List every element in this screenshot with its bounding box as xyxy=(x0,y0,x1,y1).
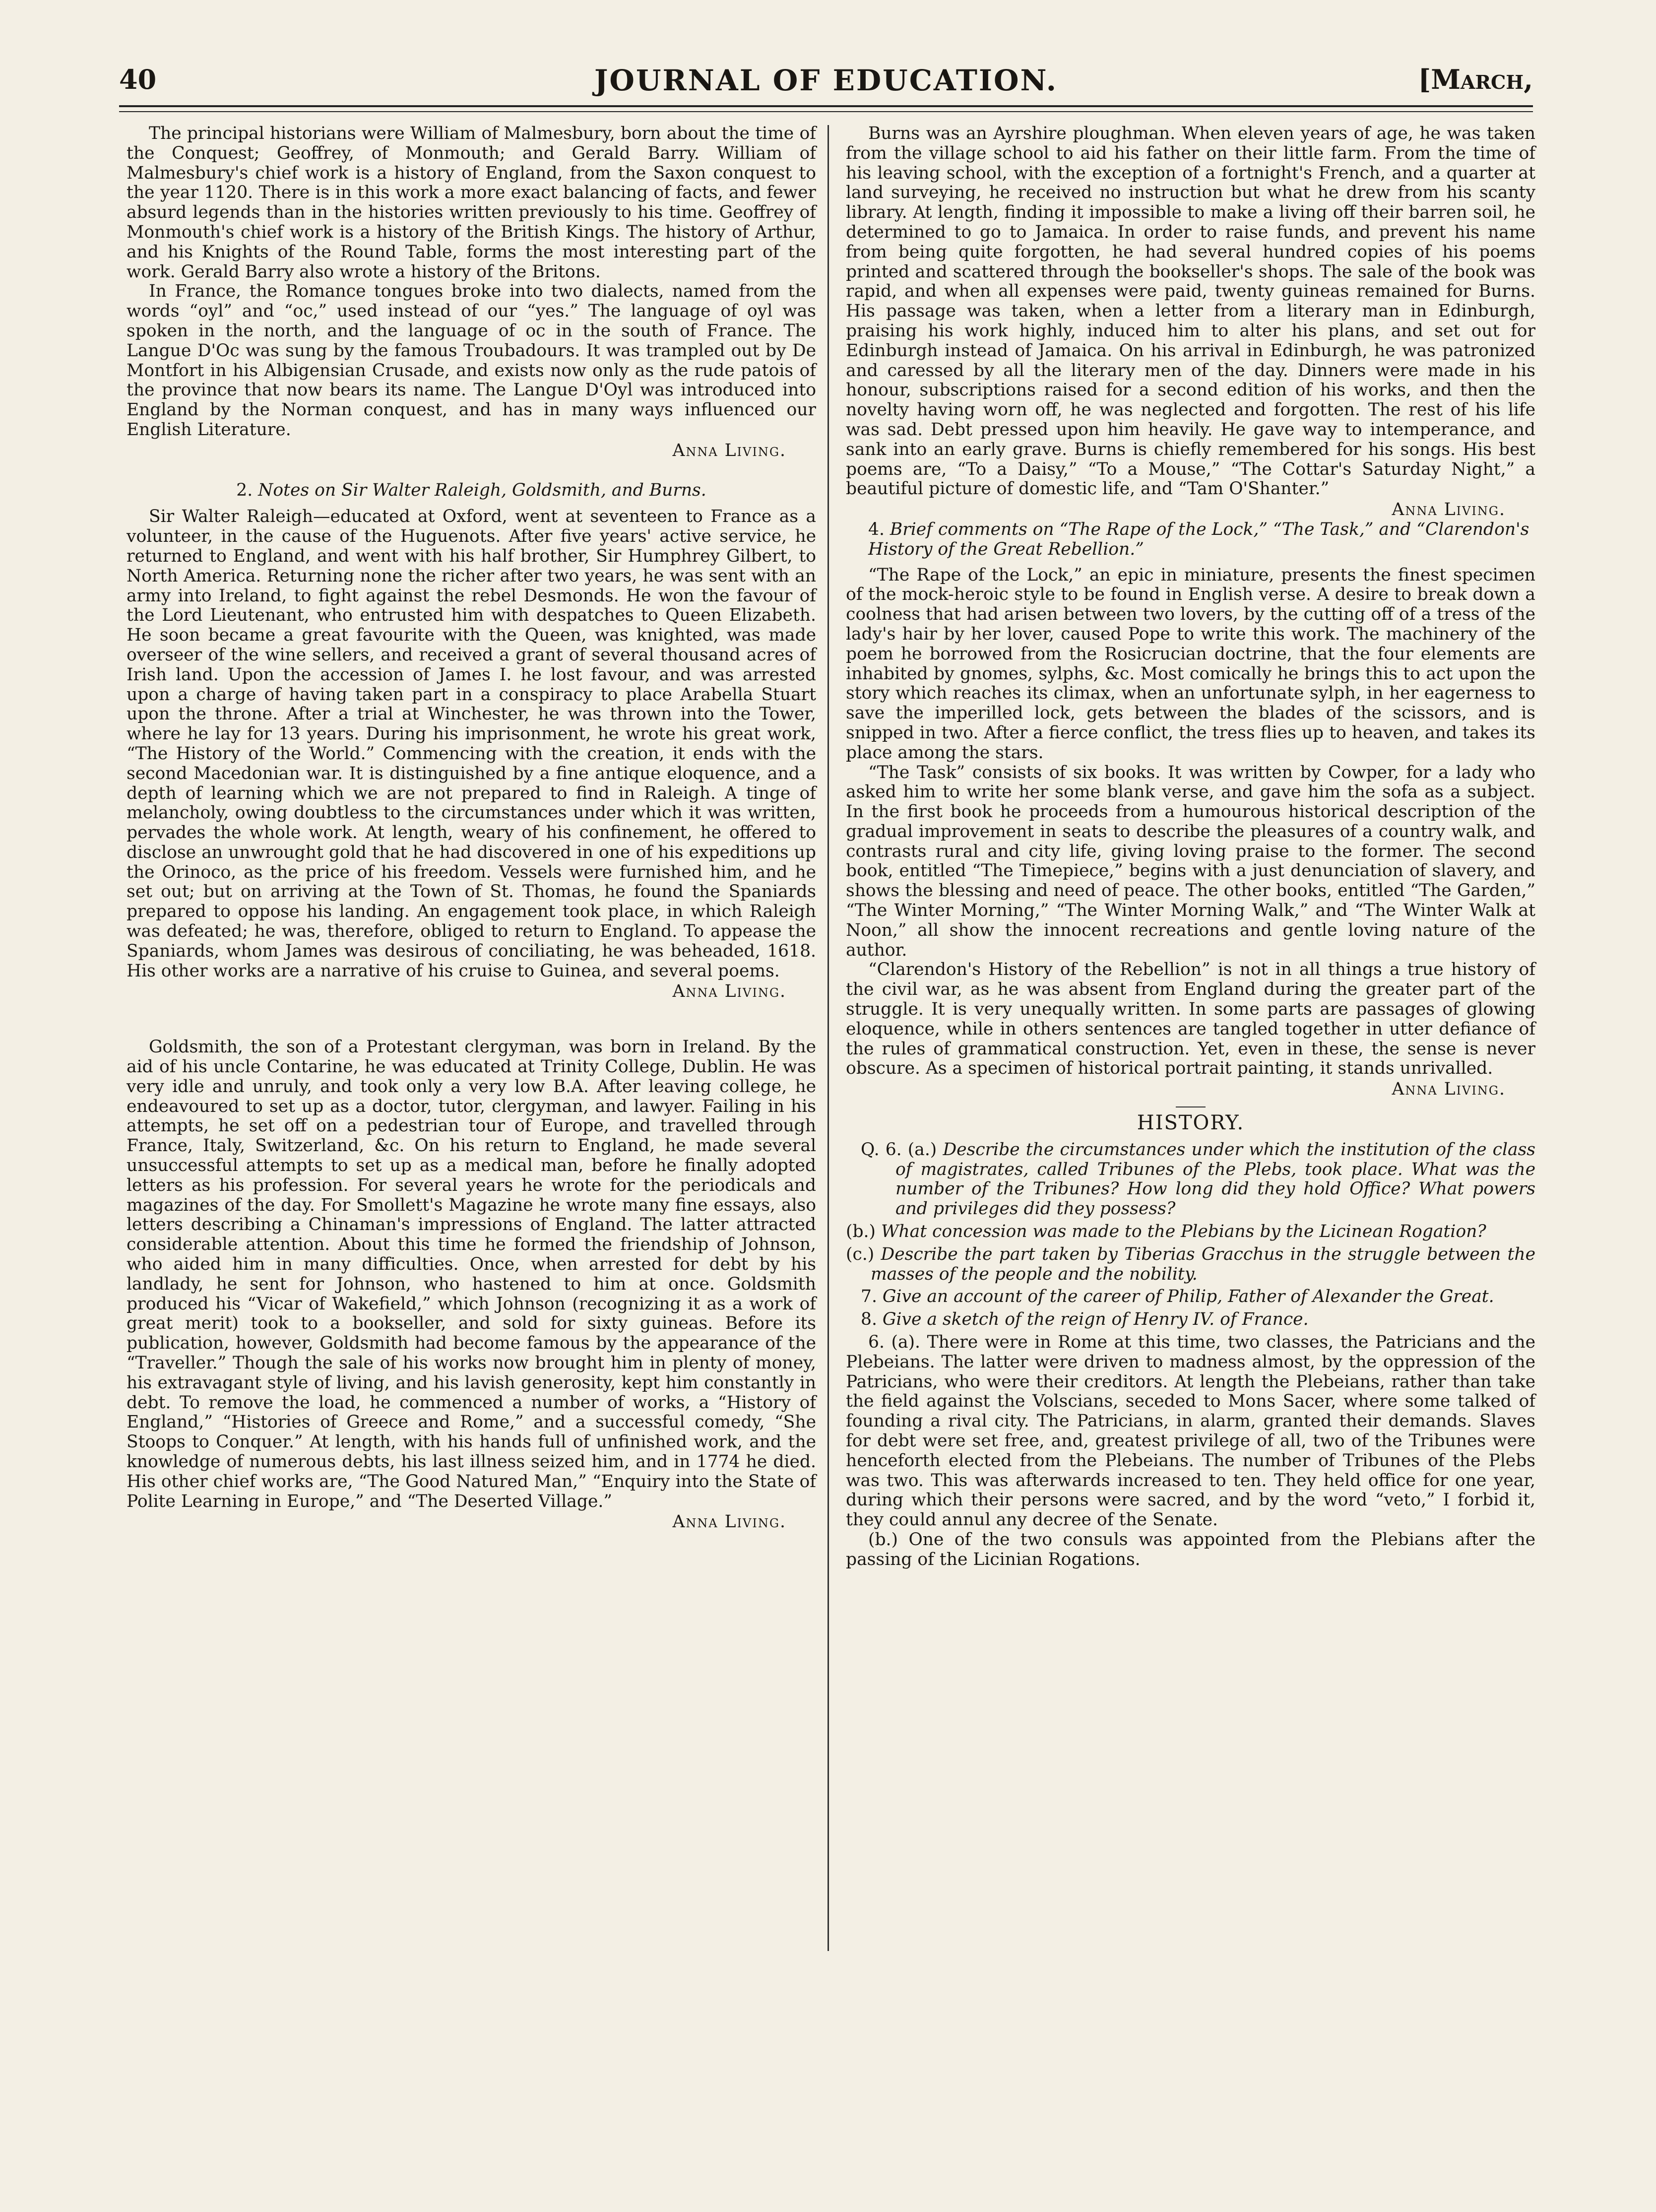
the-task-paragraph: “The Task” consists of six books. It was written by Cowper, for a lady who asked him to write her some blank verse, and gave him the sofa as a subject. In the first book he proceeds from a humourous historical description of the gradual improvement in seats to describe the pleasures of a country walk, and contrasts rural and city life, giving loving praise to the former. The second book, entitled “The Timepiece,” begins with a just denunciation of slavery, and shows the blessing and need of peace. The other books, entitled “The Garden,” “The Winter Morning,” “The Winter Morning Walk,” and “The Winter Walk at Noon,” all show the innocent recreations and gentle loving nature of the author. xyxy=(846,762,1535,960)
question-number: (b.) xyxy=(846,1222,876,1242)
section-2-title xyxy=(127,481,816,501)
signature: Anna Living. xyxy=(1392,500,1506,520)
left-column xyxy=(127,124,816,1532)
history-heading: HISTORY. xyxy=(846,1113,1535,1133)
signature: Anna Living. xyxy=(672,981,786,1002)
clarendon-paragraph: “Clarendon's History of the Rebellion” is not in all things a true history of the civil war, as he was absent from England during the greater part of the struggle. It is very unequally written. In some parts are passages of glowing eloquence, while in others sentences are tangled together in utter defiance of the rules of grammatical construction. Yet, even in these, the sense is never obscure. As a specimen of historical portrait painting, it stands unrivalled. xyxy=(846,960,1535,1079)
section-4-title xyxy=(846,520,1535,560)
spacer xyxy=(127,1022,816,1038)
header-rule-thin xyxy=(119,111,1533,112)
signature: Anna Living. xyxy=(1392,1079,1506,1100)
romance-tongues-paragraph: In France, the Romance tongues broke into two dialects, named from the words “oyl” and “oc,” used instead of our “yes.” The language of oyl was spoken in the north, and the language of oc in the south of France. The Langue D'Oc was sung by the famous Troubadours. It was trampled out by De Montfort in his Albigensian Crusade, and exists now only as the rude patois of the province that now bears its name. The Langue D'Oyl was introduced into England by the Norman conquest, and has in many ways influenced our English Literature. xyxy=(127,281,816,440)
question-6b xyxy=(846,1222,1535,1242)
question-6a xyxy=(846,1140,1535,1219)
section-title-text: Notes on Sir Walter Raleigh, Goldsmith, and Burns. xyxy=(258,480,706,500)
question-text: Describe the part taken by Tiberias Gracchus in the struggle between the masses of the people and the nobility. xyxy=(871,1244,1535,1284)
signature: Anna Living. xyxy=(672,440,786,460)
section-title-text: Brief comments on “The Rape of the Lock,” “The Task,” and “Clarendon's History of the Great Rebellion.” xyxy=(868,519,1529,559)
month-label: [March, xyxy=(1418,64,1533,95)
question-8 xyxy=(846,1310,1535,1330)
question-text: Give a sketch of the reign of Henry IV. of France. xyxy=(882,1309,1309,1330)
section-number: 2. xyxy=(236,480,253,500)
question-6c xyxy=(846,1245,1535,1285)
rape-of-lock-paragraph: “The Rape of the Lock,” an epic in miniature, presents the finest specimen of the mock-heroic style to be found in English verse. A desire to break down a coolness that had arisen between two lovers, by the cutting off of a tress of the lady's hair by her lover, caused Pope to write this work. The machinery of the poem he borrowed from the Rosicrucian doctrine, that the four elements are inhabited by gnomes, sylphs, &c. Most comically he brings this to act upon the story which reaches its climax, when an unfortunate sylph, in her eagerness to save the imperilled lock, gets between the blades of the scissors, and is snipped in two. After a fierce conflict, the tress flies up to heaven, and takes its place among the stars. xyxy=(846,565,1535,763)
burns-paragraph: Burns was an Ayrshire ploughman. When eleven years of age, he was taken from the village school to aid his father on their little farm. From the time of his leaving school, with the exception of a fortnight's French, and a quarter at land surveying, he received no instruction but what he drew from his scanty library. At length, finding it impossible to make a living off their barren soil, he determined to go to Jamaica. In order to raise funds, and prevent his name from being quite forgotten, he had several hundred copies of his poems printed and scattered through the bookseller's shops. The sale of the book was rapid, and when all expenses were paid, twenty guineas remained for Burns. His passage was taken, when a letter from a literary man in Edinburgh, praising his work highly, induced him to alter his plans, and set out for Edinburgh instead of Jamaica. On his arrival in Edinburgh, he was patronized and caressed by all the literary men of the day. Dinners were made in his honour, subscriptions raised for a second edition of his works, and then the novelty having worn off, he was neglected and forgotten. The rest of his life was sad. Debt pressed upon him heavily. He gave way to intemperance, and sank into an early grave. Burns is chiefly remembered for his songs. His best poems are, “To a Daisy,” “To a Mouse,” “The Cottar's Saturday Night,” a beautiful picture of domestic life, and “Tam O'Shanter.” xyxy=(846,124,1535,499)
page-number: 40 xyxy=(119,64,157,95)
signature: Anna Living. xyxy=(672,1512,786,1532)
historians-paragraph: The principal historians were William of Malmesbury, born about the time of the Conquest; Geoffrey, of Monmouth; and Gerald Barry. William of Malmesbury's chief work is a history of England, from the Saxon conquest to the year 1120. There is in this work a more exact balancing of facts, and fewer absurd legends than in the histories written previously to his time. Geoffrey of Monmouth's chief work is a history of the British Kings. The history of Arthur, and his Knights of the Round Table, forms the most interesting part of the work. Gerald Barry also wrote a history of the Britons. xyxy=(127,124,816,282)
header-rule-thick xyxy=(119,105,1533,107)
goldsmith-paragraph: Goldsmith, the son of a Protestant clergyman, was born in Ireland. By the aid of his uncle Contarine, he was educated at Trinity College, Dublin. He was very idle and unruly, and took only a very low B.A. After leaving college, he endeavoured to set up as a doctor, tutor, clergyman, and lawyer. Failing in his attempts, he set off on a pedestrian tour of Europe, and travelled through France, Italy, Switzerland, &c. On his return to England, he made several unsuccessful attempts to set up as a medical man, before he finally adopted letters as his profession. For several years he wrote for the periodicals and magazines of the day. For Smollett's Magazine he wrote many fine essays, also letters describing a Chinaman's impressions of England. The latter attracted considerable attention. About this time he formed the friendship of Johnson, who aided him in many difficulties. Once, when arrested for debt by his landlady, he sent for Johnson, who hastened to him at once. Goldsmith produced his “Vicar of Wakefield,” which Johnson (recognizing it as a work of great merit) took to a bookseller, and sold for sixty guineas. Before its publication, however, Goldsmith had become famous by the appearance of the “Traveller.” Though the sale of his works now brought him in plenty of money, his extravagant style of living, and his lavish generosity, kept him constantly in debt. To remove the load, he commenced a number of works, a “History of England,” “Histories of Greece and Rome,” and a successful comedy, “She Stoops to Conquer.” At length, with his hands full of unfinished work, and the knowledge of numerous debts, his last illness seized him, and in 1774 he died. His other chief works are, “The Good Natured Man,” “Enquiry into the State of Polite Learning in Europe,” and “The Deserted Village.” xyxy=(127,1037,816,1511)
question-text: Describe the circumstances under which the institution of the class of magistrates, called Tribunes of the Plebs, took place. What was the number of the Tribunes? How long did they hold Office? What powers and privileges did they possess? xyxy=(895,1139,1536,1219)
answer-6b-paragraph: (b.) One of the two consuls was appointed from the Plebians after the passing of the Licinian Rogations. xyxy=(846,1529,1535,1569)
running-head xyxy=(119,64,1533,103)
journal-title: JOURNAL OF EDUCATION. xyxy=(594,64,1058,97)
raleigh-paragraph: Sir Walter Raleigh—educated at Oxford, went at seventeen to France as a volunteer, in the cause of the Huguenots. After five years' active service, he returned to England, and went with his half brother, Sir Humphrey Gilbert, to North America. Returning none the richer after two years, he was sent with an army into Ireland, to fight against the rebel Desmonds. He won the favour of the Lord Lieutenant, who entrusted him with despatches to Queen Elizabeth. He soon became a great favourite with the Queen, was knighted, was made overseer of the wine sellers, and received a grant of several thousand acres of Irish land. Upon the accession of James I. he lost favour, and was arrested upon a charge of having taken part in a conspiracy to place Arabella Stuart upon the throne. After a trial at Winchester, he was thrown into the Tower, where he lay for 13 years. During his imprisonment, he wrote his great work, “The History of the World.” Commencing with the creation, it ends with the second Macedonian war. It is distinguished by a fine antique eloquence, and a depth of learning which we are not prepared to find in Raleigh. A tinge of melancholy, owing doubtless to the circumstances under which it was written, pervades the whole work. At length, weary of his confinement, he offered to disclose an unwrought gold that he had discovered in one of his expeditions up the Orinoco, as the price of his freedom. Vessels were furnished him, and he set out; but on arriving at the Town of St. Thomas, he found the Spaniards prepared to oppose his landing. An engagement took place, in which Raleigh was defeated; he was, therefore, obliged to return to England. To appease the Spaniards, whom James was desirous of conciliating, he was beheaded, 1618. His other works are a narrative of his cruise to Guinea, and several poems. xyxy=(127,507,816,981)
column-divider xyxy=(828,125,829,1951)
question-text: Give an account of the career of Philip, Father of Alexander the Great. xyxy=(882,1287,1494,1307)
question-number: (c.) xyxy=(846,1244,875,1264)
right-column xyxy=(846,124,1535,1570)
question-text: What concession was made to the Plebians by the Licinean Rogation? xyxy=(881,1222,1486,1242)
answer-6a-paragraph: 6. (a). There were in Rome at this time, two classes, the Patricians and the Plebeians. The latter were driven to madness almost, by the oppression of the Patricians, who were their creditors. At length the Plebeians, rather than take the field against the Volscians, seceded to Mons Sacer, where some talked of founding a rival city. The Patricians, in alarm, granted their demands. Slaves for debt were set free, and, greatest privilege of all, two of the Tribunes were henceforth elected from the Plebeians. The number of Tribunes of the Plebs was two. This was afterwards increased to ten. They held office for one year, during which their persons were sacred, and by the word “veto,” I forbid it, they could annul any decree of the Senate. xyxy=(846,1332,1535,1530)
question-7 xyxy=(846,1287,1535,1307)
section-number: 4. xyxy=(868,519,885,539)
question-number: 7. xyxy=(861,1287,877,1307)
question-number: 8. xyxy=(861,1309,877,1330)
question-number: Q. 6. (a.) xyxy=(861,1139,937,1160)
